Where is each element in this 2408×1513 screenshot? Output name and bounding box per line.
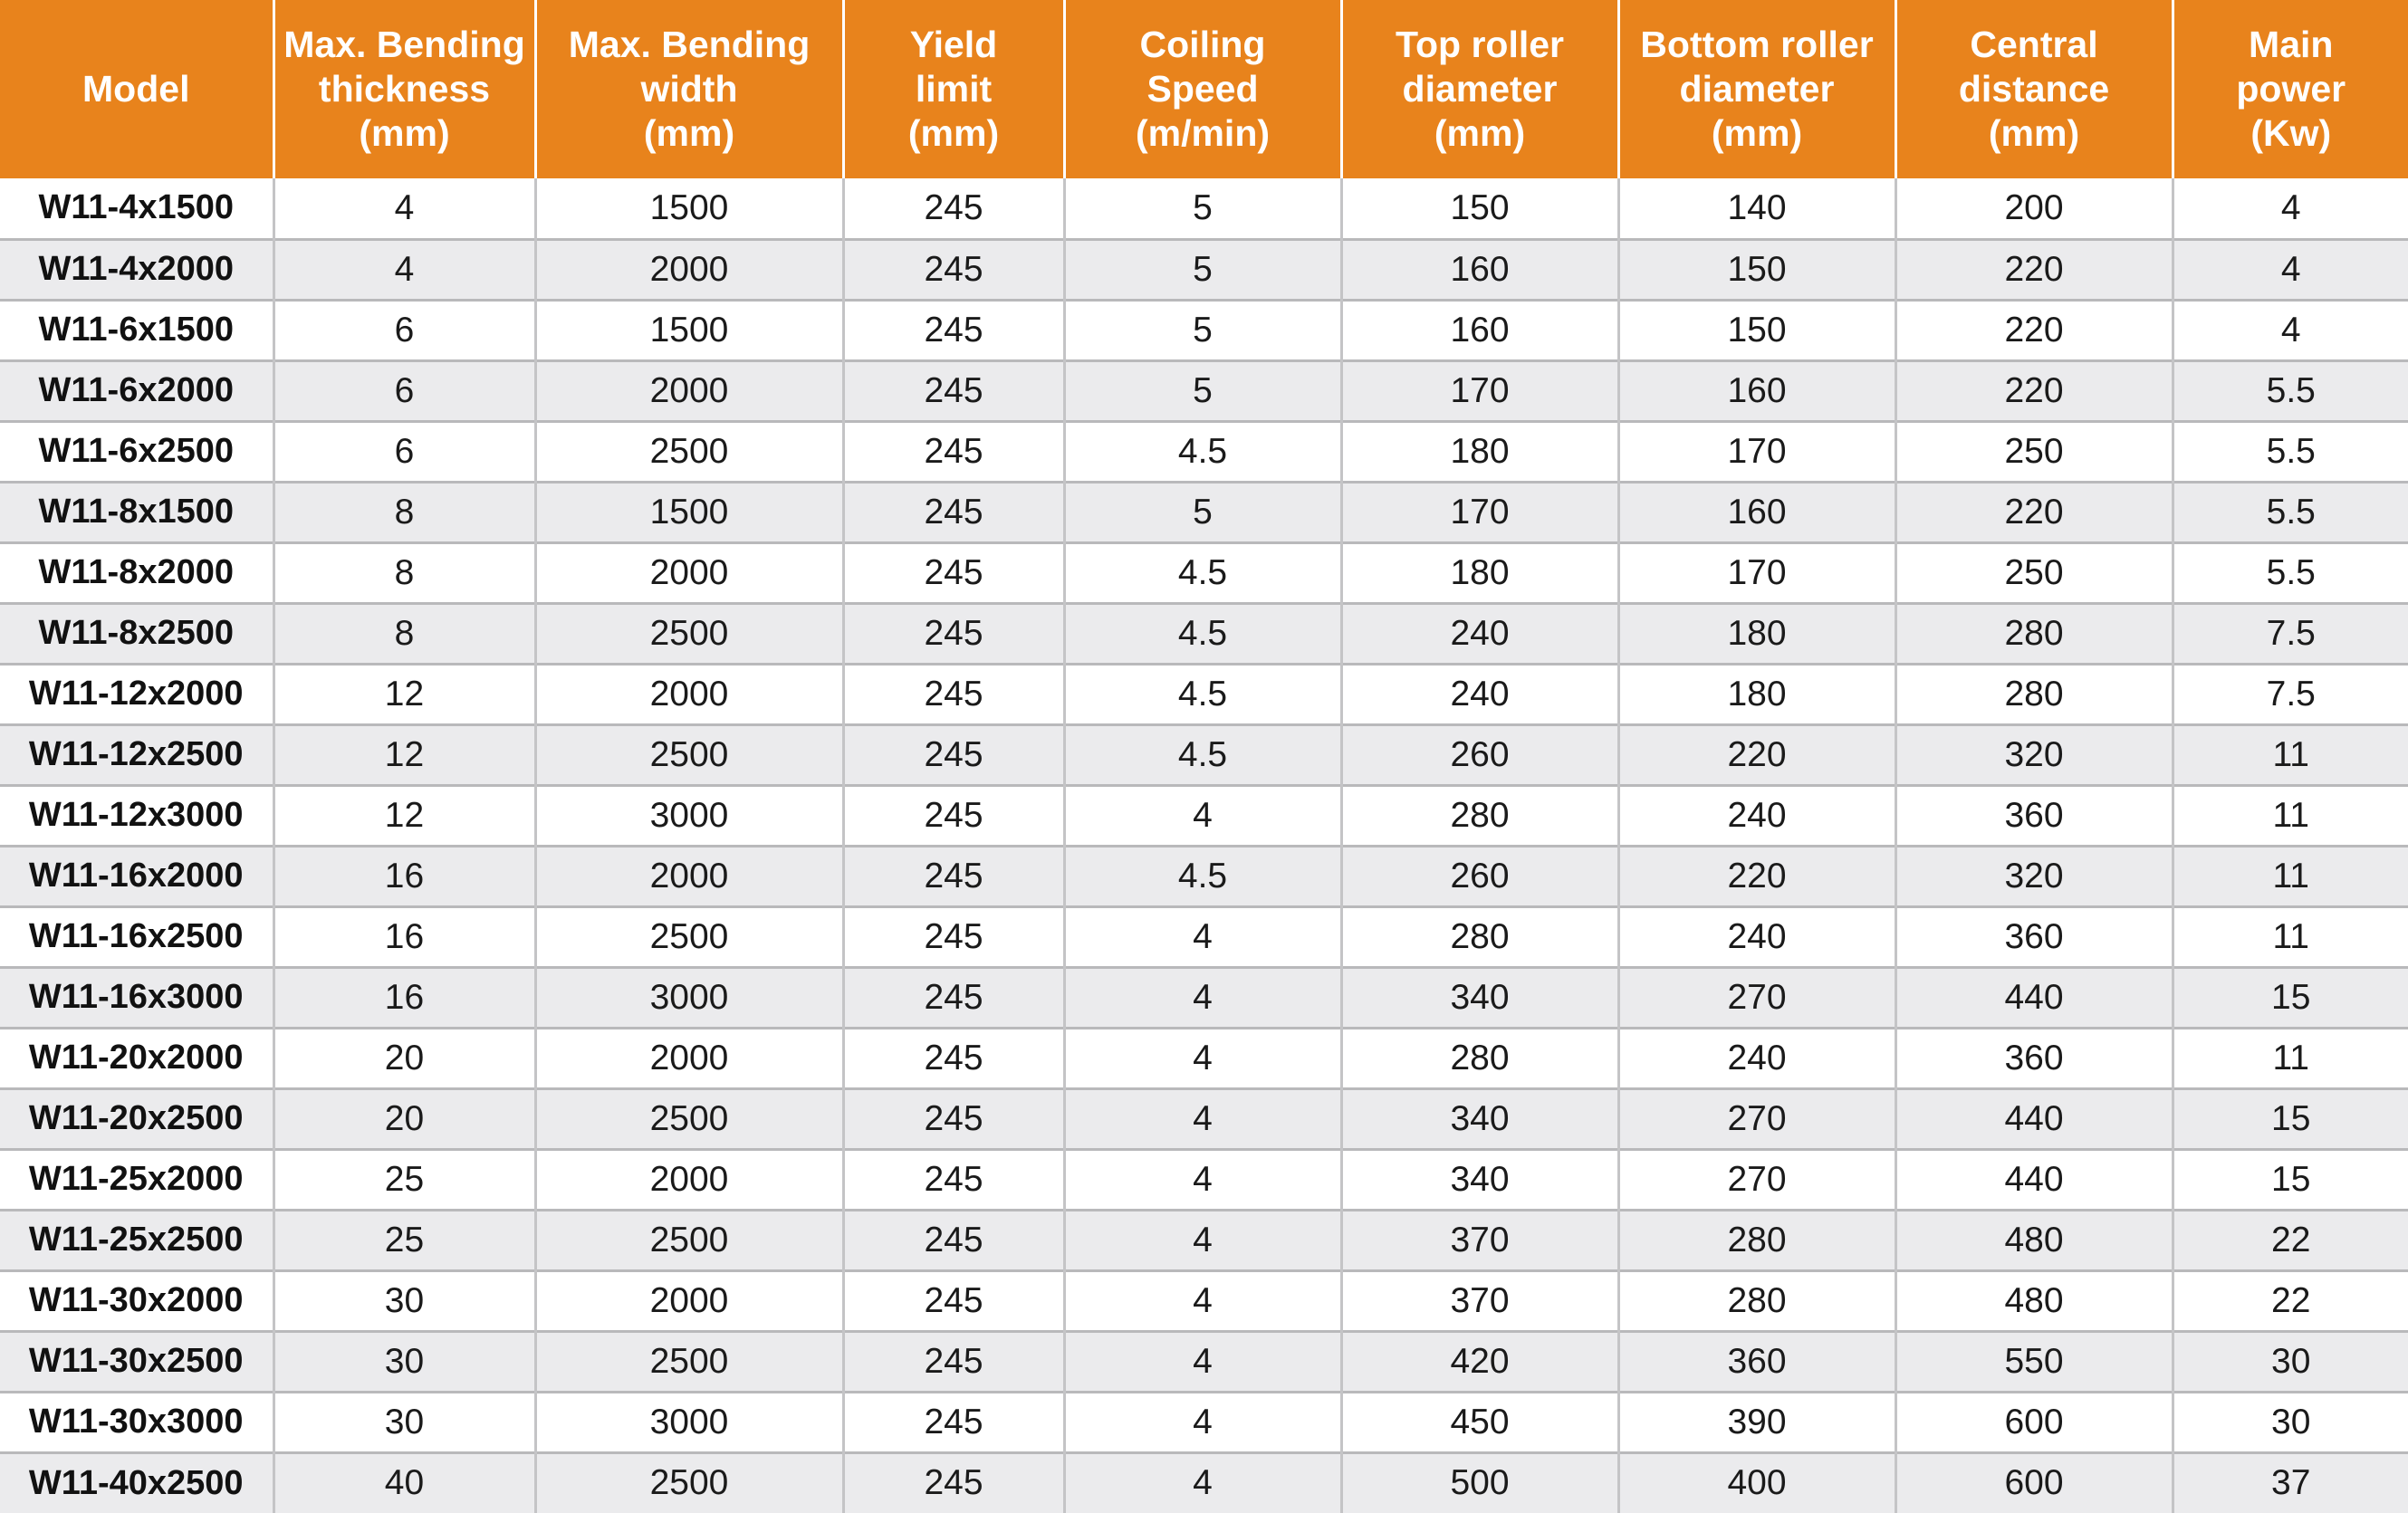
cell-yield-limit: 245	[843, 178, 1064, 239]
cell-central-distance: 200	[1895, 178, 2173, 239]
table-row	[0, 664, 2408, 724]
cell-max-bending-width: 2000	[535, 1028, 843, 1088]
cell-max-bending-thickness: 40	[273, 1452, 535, 1513]
cell-main-power: 15	[2173, 1149, 2408, 1210]
header-yield-limit: Yield limit (mm)	[843, 0, 1064, 178]
cell-central-distance: 600	[1895, 1452, 2173, 1513]
cell-model: W11-4x1500	[0, 178, 273, 239]
cell-main-power: 11	[2173, 785, 2408, 846]
cell-bottom-roller-diameter: 240	[1618, 1028, 1895, 1088]
cell-model: W11-8x1500	[0, 482, 273, 542]
cell-max-bending-thickness: 8	[273, 542, 535, 603]
cell-model: W11-6x2500	[0, 421, 273, 482]
header-max-bending-width: Max. Bending width (mm)	[535, 0, 843, 178]
cell-yield-limit: 245	[843, 906, 1064, 967]
table-row	[0, 239, 2408, 300]
cell-coiling-speed: 4	[1064, 1088, 1341, 1149]
cell-bottom-roller-diameter: 400	[1618, 1452, 1895, 1513]
cell-main-power: 5.5	[2173, 360, 2408, 421]
cell-max-bending-width: 1500	[535, 178, 843, 239]
cell-coiling-speed: 4	[1064, 1149, 1341, 1210]
cell-top-roller-diameter: 160	[1341, 300, 1618, 360]
cell-central-distance: 220	[1895, 482, 2173, 542]
cell-max-bending-thickness: 30	[273, 1331, 535, 1392]
cell-yield-limit: 245	[843, 421, 1064, 482]
cell-yield-limit: 245	[843, 1270, 1064, 1331]
cell-max-bending-width: 1500	[535, 300, 843, 360]
cell-yield-limit: 245	[843, 1088, 1064, 1149]
cell-main-power: 22	[2173, 1210, 2408, 1270]
cell-yield-limit: 245	[843, 967, 1064, 1028]
header-row	[0, 0, 2408, 178]
table-row	[0, 1452, 2408, 1513]
cell-top-roller-diameter: 170	[1341, 482, 1618, 542]
cell-yield-limit: 245	[843, 1210, 1064, 1270]
cell-top-roller-diameter: 370	[1341, 1210, 1618, 1270]
cell-coiling-speed: 4.5	[1064, 724, 1341, 785]
cell-yield-limit: 245	[843, 1149, 1064, 1210]
cell-max-bending-width: 2000	[535, 846, 843, 906]
cell-max-bending-width: 3000	[535, 1392, 843, 1452]
cell-max-bending-thickness: 12	[273, 664, 535, 724]
cell-max-bending-thickness: 6	[273, 360, 535, 421]
cell-max-bending-width: 2000	[535, 1149, 843, 1210]
table-row	[0, 482, 2408, 542]
cell-bottom-roller-diameter: 180	[1618, 664, 1895, 724]
cell-coiling-speed: 4	[1064, 785, 1341, 846]
cell-max-bending-width: 2500	[535, 906, 843, 967]
header-top-roller-diameter: Top roller diameter (mm)	[1341, 0, 1618, 178]
cell-bottom-roller-diameter: 390	[1618, 1392, 1895, 1452]
cell-yield-limit: 245	[843, 724, 1064, 785]
table-row	[0, 1392, 2408, 1452]
cell-coiling-speed: 5	[1064, 300, 1341, 360]
cell-max-bending-width: 3000	[535, 785, 843, 846]
cell-yield-limit: 245	[843, 1028, 1064, 1088]
cell-coiling-speed: 4	[1064, 906, 1341, 967]
cell-bottom-roller-diameter: 160	[1618, 482, 1895, 542]
cell-top-roller-diameter: 170	[1341, 360, 1618, 421]
cell-yield-limit: 245	[843, 664, 1064, 724]
cell-bottom-roller-diameter: 220	[1618, 724, 1895, 785]
cell-top-roller-diameter: 150	[1341, 178, 1618, 239]
table-header	[0, 0, 2408, 178]
cell-yield-limit: 245	[843, 482, 1064, 542]
cell-top-roller-diameter: 260	[1341, 724, 1618, 785]
cell-central-distance: 440	[1895, 1088, 2173, 1149]
cell-top-roller-diameter: 240	[1341, 603, 1618, 664]
cell-central-distance: 320	[1895, 846, 2173, 906]
cell-max-bending-thickness: 12	[273, 785, 535, 846]
cell-main-power: 7.5	[2173, 664, 2408, 724]
cell-yield-limit: 245	[843, 300, 1064, 360]
cell-top-roller-diameter: 420	[1341, 1331, 1618, 1392]
cell-bottom-roller-diameter: 240	[1618, 906, 1895, 967]
table-row	[0, 1028, 2408, 1088]
cell-central-distance: 550	[1895, 1331, 2173, 1392]
cell-top-roller-diameter: 240	[1341, 664, 1618, 724]
cell-model: W11-12x2500	[0, 724, 273, 785]
cell-max-bending-thickness: 12	[273, 724, 535, 785]
cell-max-bending-thickness: 25	[273, 1210, 535, 1270]
header-coiling-speed: Coiling Speed (m/min)	[1064, 0, 1341, 178]
table-row	[0, 1270, 2408, 1331]
cell-main-power: 5.5	[2173, 482, 2408, 542]
cell-max-bending-thickness: 6	[273, 300, 535, 360]
cell-max-bending-thickness: 8	[273, 603, 535, 664]
cell-max-bending-width: 2500	[535, 724, 843, 785]
cell-max-bending-width: 2500	[535, 421, 843, 482]
table-row	[0, 1331, 2408, 1392]
cell-bottom-roller-diameter: 180	[1618, 603, 1895, 664]
cell-main-power: 11	[2173, 846, 2408, 906]
cell-max-bending-width: 2500	[535, 1210, 843, 1270]
cell-model: W11-12x3000	[0, 785, 273, 846]
cell-max-bending-thickness: 16	[273, 967, 535, 1028]
cell-model: W11-30x3000	[0, 1392, 273, 1452]
cell-central-distance: 440	[1895, 967, 2173, 1028]
cell-bottom-roller-diameter: 270	[1618, 1088, 1895, 1149]
cell-main-power: 4	[2173, 239, 2408, 300]
cell-main-power: 30	[2173, 1331, 2408, 1392]
cell-yield-limit: 245	[843, 239, 1064, 300]
cell-central-distance: 360	[1895, 906, 2173, 967]
cell-central-distance: 440	[1895, 1149, 2173, 1210]
cell-central-distance: 360	[1895, 1028, 2173, 1088]
cell-max-bending-thickness: 6	[273, 421, 535, 482]
table-row	[0, 1149, 2408, 1210]
cell-yield-limit: 245	[843, 1331, 1064, 1392]
cell-bottom-roller-diameter: 150	[1618, 300, 1895, 360]
cell-coiling-speed: 4	[1064, 1452, 1341, 1513]
cell-main-power: 37	[2173, 1452, 2408, 1513]
cell-top-roller-diameter: 160	[1341, 239, 1618, 300]
cell-coiling-speed: 4	[1064, 967, 1341, 1028]
cell-model: W11-30x2500	[0, 1331, 273, 1392]
cell-model: W11-16x3000	[0, 967, 273, 1028]
cell-yield-limit: 245	[843, 1392, 1064, 1452]
cell-top-roller-diameter: 260	[1341, 846, 1618, 906]
cell-bottom-roller-diameter: 360	[1618, 1331, 1895, 1392]
cell-max-bending-thickness: 20	[273, 1028, 535, 1088]
table-row	[0, 300, 2408, 360]
cell-central-distance: 250	[1895, 542, 2173, 603]
cell-main-power: 15	[2173, 1088, 2408, 1149]
cell-bottom-roller-diameter: 240	[1618, 785, 1895, 846]
table-row	[0, 360, 2408, 421]
cell-max-bending-thickness: 4	[273, 178, 535, 239]
table-row	[0, 421, 2408, 482]
cell-yield-limit: 245	[843, 542, 1064, 603]
cell-central-distance: 480	[1895, 1270, 2173, 1331]
cell-bottom-roller-diameter: 270	[1618, 1149, 1895, 1210]
cell-max-bending-width: 2000	[535, 1270, 843, 1331]
cell-top-roller-diameter: 500	[1341, 1452, 1618, 1513]
cell-top-roller-diameter: 280	[1341, 1028, 1618, 1088]
cell-model: W11-25x2000	[0, 1149, 273, 1210]
table-row	[0, 785, 2408, 846]
cell-main-power: 30	[2173, 1392, 2408, 1452]
cell-max-bending-width: 2000	[535, 664, 843, 724]
cell-model: W11-6x1500	[0, 300, 273, 360]
table-row	[0, 967, 2408, 1028]
cell-max-bending-width: 2000	[535, 239, 843, 300]
header-bottom-roller-diameter: Bottom roller diameter (mm)	[1618, 0, 1895, 178]
cell-model: W11-8x2000	[0, 542, 273, 603]
cell-coiling-speed: 4.5	[1064, 664, 1341, 724]
cell-central-distance: 480	[1895, 1210, 2173, 1270]
cell-main-power: 11	[2173, 906, 2408, 967]
cell-max-bending-thickness: 8	[273, 482, 535, 542]
cell-main-power: 5.5	[2173, 421, 2408, 482]
table-row	[0, 846, 2408, 906]
cell-max-bending-thickness: 30	[273, 1270, 535, 1331]
cell-top-roller-diameter: 180	[1341, 421, 1618, 482]
table-row	[0, 724, 2408, 785]
cell-yield-limit: 245	[843, 1452, 1064, 1513]
cell-model: W11-20x2000	[0, 1028, 273, 1088]
cell-coiling-speed: 4.5	[1064, 603, 1341, 664]
cell-max-bending-thickness: 20	[273, 1088, 535, 1149]
table-row	[0, 603, 2408, 664]
cell-coiling-speed: 5	[1064, 360, 1341, 421]
cell-central-distance: 220	[1895, 300, 2173, 360]
cell-max-bending-thickness: 16	[273, 906, 535, 967]
cell-main-power: 11	[2173, 724, 2408, 785]
cell-coiling-speed: 4	[1064, 1331, 1341, 1392]
table-body	[0, 178, 2408, 1513]
cell-max-bending-thickness: 16	[273, 846, 535, 906]
cell-bottom-roller-diameter: 170	[1618, 542, 1895, 603]
cell-coiling-speed: 4	[1064, 1270, 1341, 1331]
cell-coiling-speed: 4	[1064, 1028, 1341, 1088]
cell-central-distance: 320	[1895, 724, 2173, 785]
cell-bottom-roller-diameter: 280	[1618, 1270, 1895, 1331]
cell-central-distance: 600	[1895, 1392, 2173, 1452]
cell-top-roller-diameter: 340	[1341, 967, 1618, 1028]
table-row	[0, 542, 2408, 603]
cell-bottom-roller-diameter: 160	[1618, 360, 1895, 421]
cell-max-bending-thickness: 25	[273, 1149, 535, 1210]
cell-central-distance: 360	[1895, 785, 2173, 846]
cell-max-bending-thickness: 30	[273, 1392, 535, 1452]
cell-max-bending-width: 2500	[535, 1088, 843, 1149]
cell-top-roller-diameter: 280	[1341, 785, 1618, 846]
cell-model: W11-25x2500	[0, 1210, 273, 1270]
cell-coiling-speed: 4	[1064, 1392, 1341, 1452]
cell-main-power: 22	[2173, 1270, 2408, 1331]
cell-top-roller-diameter: 180	[1341, 542, 1618, 603]
cell-model: W11-16x2000	[0, 846, 273, 906]
cell-model: W11-12x2000	[0, 664, 273, 724]
cell-central-distance: 250	[1895, 421, 2173, 482]
cell-main-power: 11	[2173, 1028, 2408, 1088]
header-max-bending-thickness: Max. Bending thickness (mm)	[273, 0, 535, 178]
cell-central-distance: 220	[1895, 360, 2173, 421]
cell-bottom-roller-diameter: 280	[1618, 1210, 1895, 1270]
cell-main-power: 5.5	[2173, 542, 2408, 603]
cell-coiling-speed: 5	[1064, 239, 1341, 300]
cell-max-bending-width: 2500	[535, 1331, 843, 1392]
cell-model: W11-40x2500	[0, 1452, 273, 1513]
cell-max-bending-thickness: 4	[273, 239, 535, 300]
cell-model: W11-4x2000	[0, 239, 273, 300]
cell-model: W11-20x2500	[0, 1088, 273, 1149]
cell-coiling-speed: 4	[1064, 1210, 1341, 1270]
cell-main-power: 15	[2173, 967, 2408, 1028]
header-central-distance: Central distance (mm)	[1895, 0, 2173, 178]
cell-top-roller-diameter: 340	[1341, 1088, 1618, 1149]
cell-max-bending-width: 2500	[535, 603, 843, 664]
cell-coiling-speed: 4.5	[1064, 542, 1341, 603]
cell-bottom-roller-diameter: 140	[1618, 178, 1895, 239]
cell-yield-limit: 245	[843, 360, 1064, 421]
header-model: Model	[0, 0, 273, 178]
cell-max-bending-width: 1500	[535, 482, 843, 542]
cell-main-power: 4	[2173, 178, 2408, 239]
cell-bottom-roller-diameter: 150	[1618, 239, 1895, 300]
cell-max-bending-width: 2000	[535, 360, 843, 421]
cell-model: W11-8x2500	[0, 603, 273, 664]
cell-top-roller-diameter: 340	[1341, 1149, 1618, 1210]
cell-coiling-speed: 5	[1064, 482, 1341, 542]
table-row	[0, 1210, 2408, 1270]
cell-yield-limit: 245	[843, 603, 1064, 664]
cell-model: W11-16x2500	[0, 906, 273, 967]
cell-main-power: 4	[2173, 300, 2408, 360]
cell-coiling-speed: 4.5	[1064, 421, 1341, 482]
cell-top-roller-diameter: 450	[1341, 1392, 1618, 1452]
table-row	[0, 178, 2408, 239]
cell-model: W11-6x2000	[0, 360, 273, 421]
cell-bottom-roller-diameter: 270	[1618, 967, 1895, 1028]
cell-central-distance: 280	[1895, 664, 2173, 724]
header-main-power: Main power (Kw)	[2173, 0, 2408, 178]
cell-bottom-roller-diameter: 220	[1618, 846, 1895, 906]
cell-yield-limit: 245	[843, 785, 1064, 846]
cell-bottom-roller-diameter: 170	[1618, 421, 1895, 482]
cell-main-power: 7.5	[2173, 603, 2408, 664]
cell-central-distance: 220	[1895, 239, 2173, 300]
cell-top-roller-diameter: 370	[1341, 1270, 1618, 1331]
table-row	[0, 906, 2408, 967]
table-row	[0, 1088, 2408, 1149]
cell-top-roller-diameter: 280	[1341, 906, 1618, 967]
cell-yield-limit: 245	[843, 846, 1064, 906]
cell-coiling-speed: 4.5	[1064, 846, 1341, 906]
cell-max-bending-width: 2500	[535, 1452, 843, 1513]
cell-max-bending-width: 2000	[535, 542, 843, 603]
cell-coiling-speed: 5	[1064, 178, 1341, 239]
cell-central-distance: 280	[1895, 603, 2173, 664]
cell-max-bending-width: 3000	[535, 967, 843, 1028]
cell-model: W11-30x2000	[0, 1270, 273, 1331]
